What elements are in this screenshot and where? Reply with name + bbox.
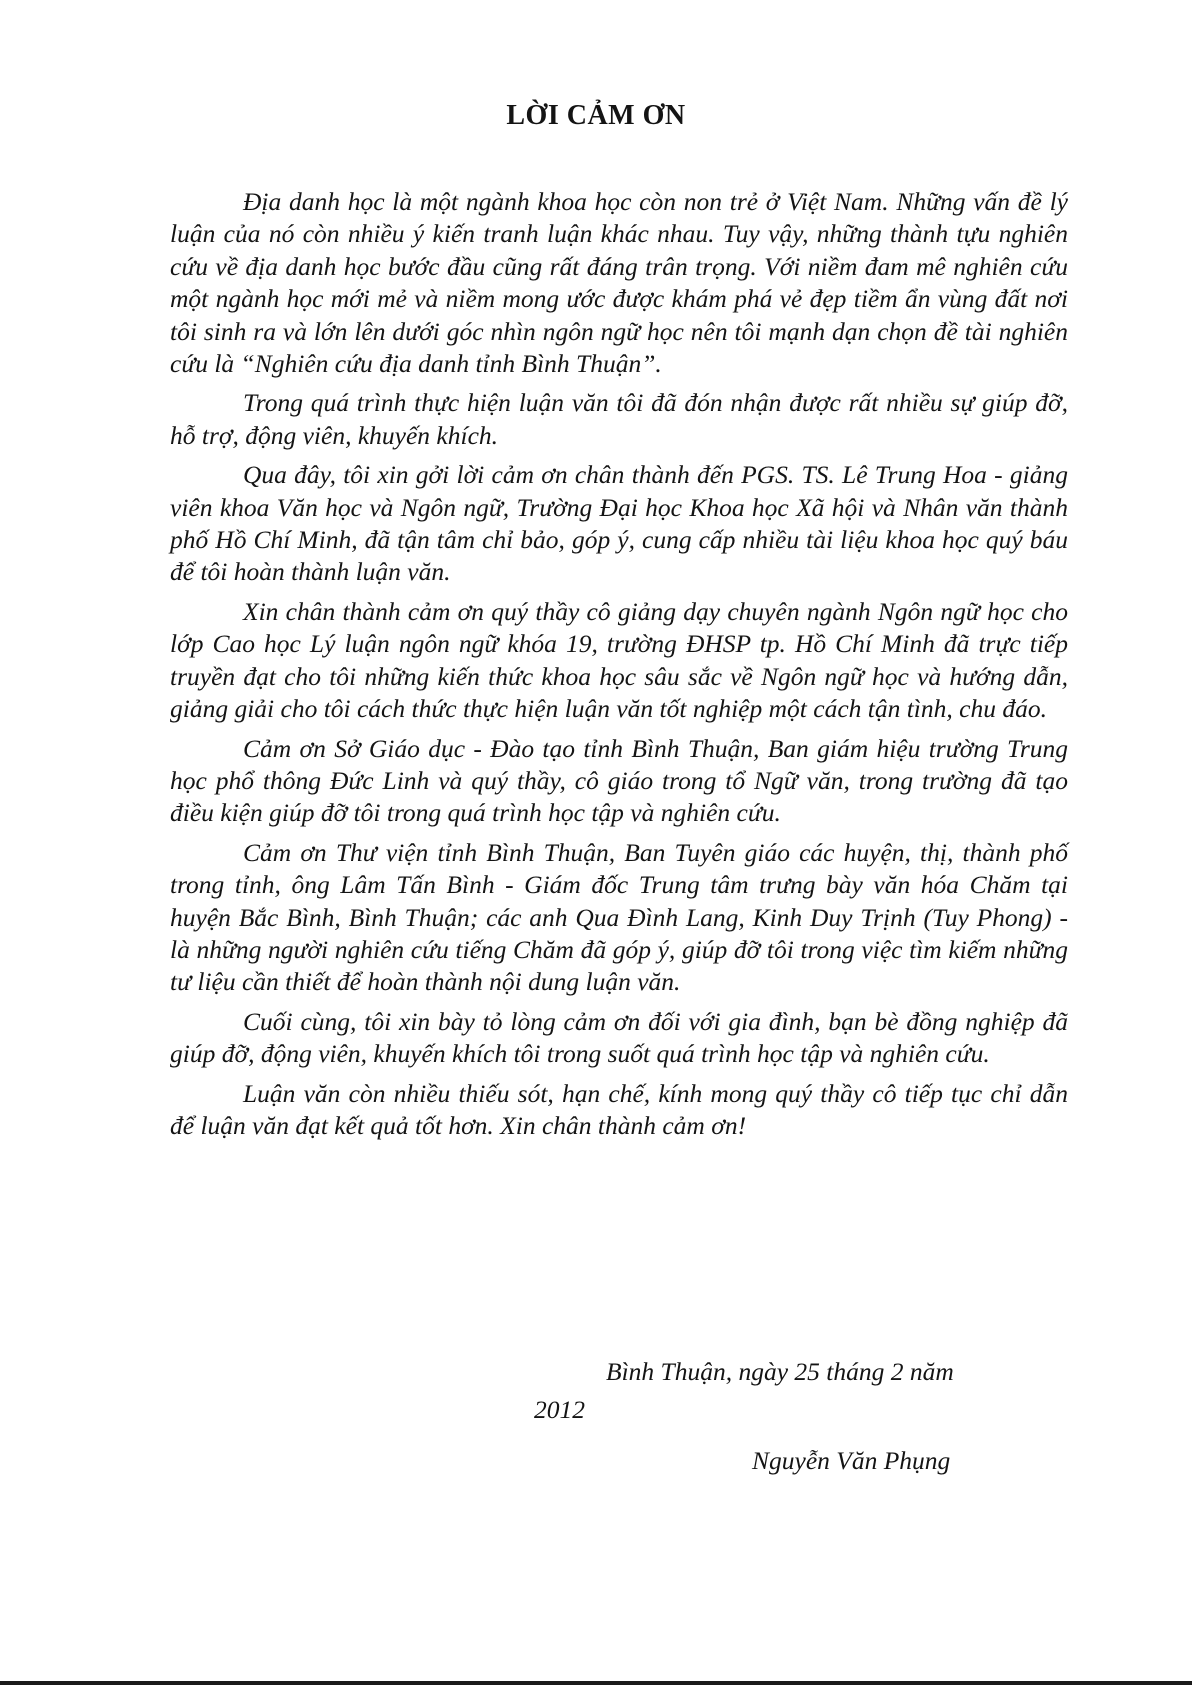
- acknowledgement-body: [170, 186, 1068, 1149]
- signature-author: Nguyễn Văn Phụng: [752, 1446, 951, 1475]
- document-title: LỜI CẢM ƠN: [506, 100, 686, 131]
- paragraph-library: Cảm ơn Thư viện tỉnh Bình Thuận, Ban Tuyên giáo các huyện, thị, thành phố trong tỉnh, ông Lâm Tấn Bình - Giám đốc Trung tâm trưng bày văn hóa Chăm tại huyện Bắc Bình, Bình Thuận; các anh Qua Đình Lang, Kinh Duy Trịnh (Tuy Phong) - là những người nghiên cứu tiếng Chăm đã góp ý, giúp đỡ tôi trong việc tìm kiếm những tư liệu cần thiết để hoàn thành nội dung luận văn.: [170, 837, 1068, 997]
- bottom-border-line: [0, 1681, 1192, 1685]
- signature-date: Bình Thuận, ngày 25 tháng 2 năm: [606, 1357, 954, 1386]
- paragraph-advisor: Qua đây, tôi xin gởi lời cảm ơn chân thành đến PGS. TS. Lê Trung Hoa - giảng viên khoa Văn học và Ngôn ngữ, Trường Đại học Khoa học Xã hội và Nhân văn thành phố Hồ Chí Minh, đã tận tâm chỉ bảo, góp ý, cung cấp nhiều tài liệu khoa học quý báu để tôi hoàn thành luận văn.: [170, 460, 1068, 587]
- paragraph-school: Cảm ơn Sở Giáo dục - Đào tạo tỉnh Bình Thuận, Ban giám hiệu trường Trung học phổ thông Đức Linh và quý thầy, cô giáo trong tổ Ngữ văn, trong trường đã tạo điều kiện giúp đỡ tôi trong quá trình học tập và nghiên cứu.: [170, 733, 1068, 828]
- paragraph-family: Cuối cùng, tôi xin bày tỏ lòng cảm ơn đối với gia đình, bạn bè đồng nghiệp đã giúp đỡ, động viên, khuyến khích tôi trong suốt quá trình học tập và nghiên cứu.: [170, 1006, 1068, 1069]
- paragraph-support: Trong quá trình thực hiện luận văn tôi đã đón nhận được rất nhiều sự giúp đỡ, hỗ trợ, động viên, khuyến khích.: [170, 388, 1068, 450]
- signature-year: 2012: [534, 1395, 585, 1424]
- paragraph-closing: Luận văn còn nhiều thiếu sót, hạn chế, kính mong quý thầy cô tiếp tục chỉ dẫn để luận văn đạt kết quả tốt hơn. Xin chân thành cảm ơn!: [170, 1078, 1068, 1140]
- paragraph-intro: Địa danh học là một ngành khoa học còn non trẻ ở Việt Nam. Những vấn đề lý luận của nó còn nhiều ý kiến tranh luận khác nhau. Tuy vậy, những thành tựu nghiên cứu về địa danh học bước đầu cũng rất đáng trân trọng. Với niềm đam mê nghiên cứu một ngành học mới mẻ và niềm mong ước được khám phá vẻ đẹp tiềm ẩn vùng đất nơi tôi sinh ra và lớn lên dưới góc nhìn ngôn ngữ học nên tôi mạnh dạn chọn đề tài nghiên cứu là “Nghiên cứu địa danh tỉnh Bình Thuận”.: [170, 187, 1068, 379]
- paragraph-lecturers: Xin chân thành cảm ơn quý thầy cô giảng dạy chuyên ngành Ngôn ngữ học cho lớp Cao học Lý luận ngôn ngữ khóa 19, trường ĐHSP tp. Hồ Chí Minh đã trực tiếp truyền đạt cho tôi những kiến thức khoa học sâu sắc về Ngôn ngữ học và hướng dẫn, giảng giải cho tôi cách thức thực hiện luận văn tốt nghiệp một cách tận tình, chu đáo.: [170, 596, 1068, 724]
